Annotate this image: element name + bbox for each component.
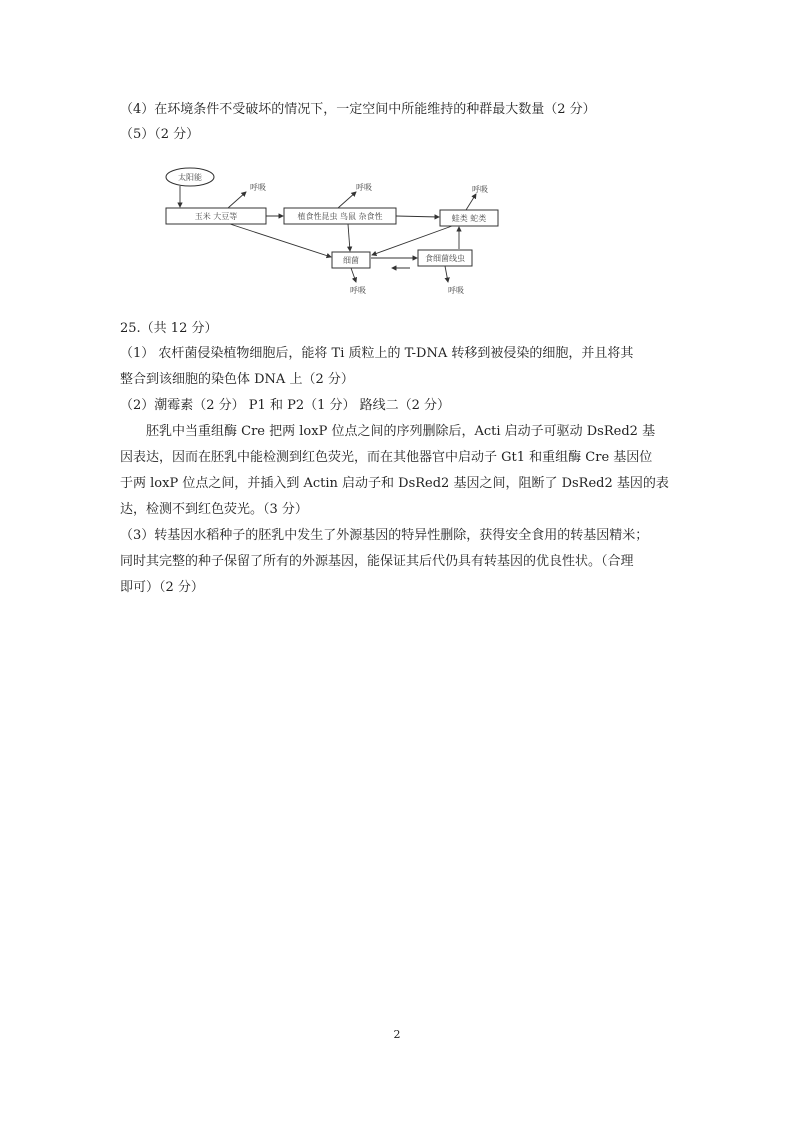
respiration-label-1: 呼吸 — [250, 183, 266, 192]
q24-part5: （5）（2 分） — [120, 127, 200, 142]
q25-p1-b: 整合到该细胞的染色体 DNA 上（2 分） — [120, 372, 354, 387]
producer-label: 玉米 大豆等 — [194, 212, 238, 221]
consumer1-label: 植食性昆虫 鸟鼠 杂食性 — [297, 212, 383, 221]
q25-p2-b: 因表达，因而在胚乳中能检测到红色荧光，而在其他器官中启动子 Gt1 和重组酶 Cre 基因位 — [120, 450, 653, 465]
q25-p2-a: 胚乳中当重组酶 Cre 把两 loxP 位点之间的序列删除后，Acti 启动子可驱动 DsRed2 基 — [146, 424, 656, 439]
soil-animal-label: 食细菌线虫 — [425, 254, 465, 263]
consumer2-label: 蛙类 蛇类 — [451, 214, 487, 223]
respiration-label-3: 呼吸 — [472, 185, 488, 194]
q24-part4: （4）在环境条件不受破坏的情况下，一定空间中所能维持的种群最大数量（2 分） — [120, 102, 596, 117]
sun-label: 太阳能 — [178, 173, 202, 182]
q25-p3-a: （3）转基因水稻种子的胚乳中发生了外源基因的特异性删除，获得安全食用的转基因精米； — [120, 528, 649, 543]
q25-p2-d: 达，检测不到红色荧光。（3 分） — [120, 502, 308, 517]
q25-p3-c: 即可）（2 分） — [120, 580, 204, 595]
q25-p1-a: （1） 农杆菌侵染植物细胞后，能将 Ti 质粒上的 T-DNA 转移到被侵染的细胞，并且将其 — [120, 346, 634, 361]
q25-p2: （2）潮霉素（2 分） P1 和 P2（1 分） 路线二（2 分） — [120, 398, 451, 413]
q25-p3-b: 同时其完整的种子保留了所有的外源基因，能保证其后代仍具有转基因的优良性状。（合理 — [120, 554, 634, 569]
page-number: 2 — [393, 1028, 401, 1041]
q25-p2-c: 于两 loxP 位点之间，并插入到 Actin 启动子和 DsRed2 基因之间，阻断了 DsRed2 基因的表 — [120, 476, 669, 491]
q25-heading: 25.（共 12 分） — [120, 321, 218, 336]
food-web-svg — [160, 160, 500, 300]
respiration-label-2: 呼吸 — [356, 183, 372, 192]
food-web-diagram — [160, 160, 500, 300]
decomposer-label: 细菌 — [343, 256, 359, 265]
respiration-label-5: 呼吸 — [448, 286, 464, 295]
respiration-label-4: 呼吸 — [350, 286, 366, 295]
